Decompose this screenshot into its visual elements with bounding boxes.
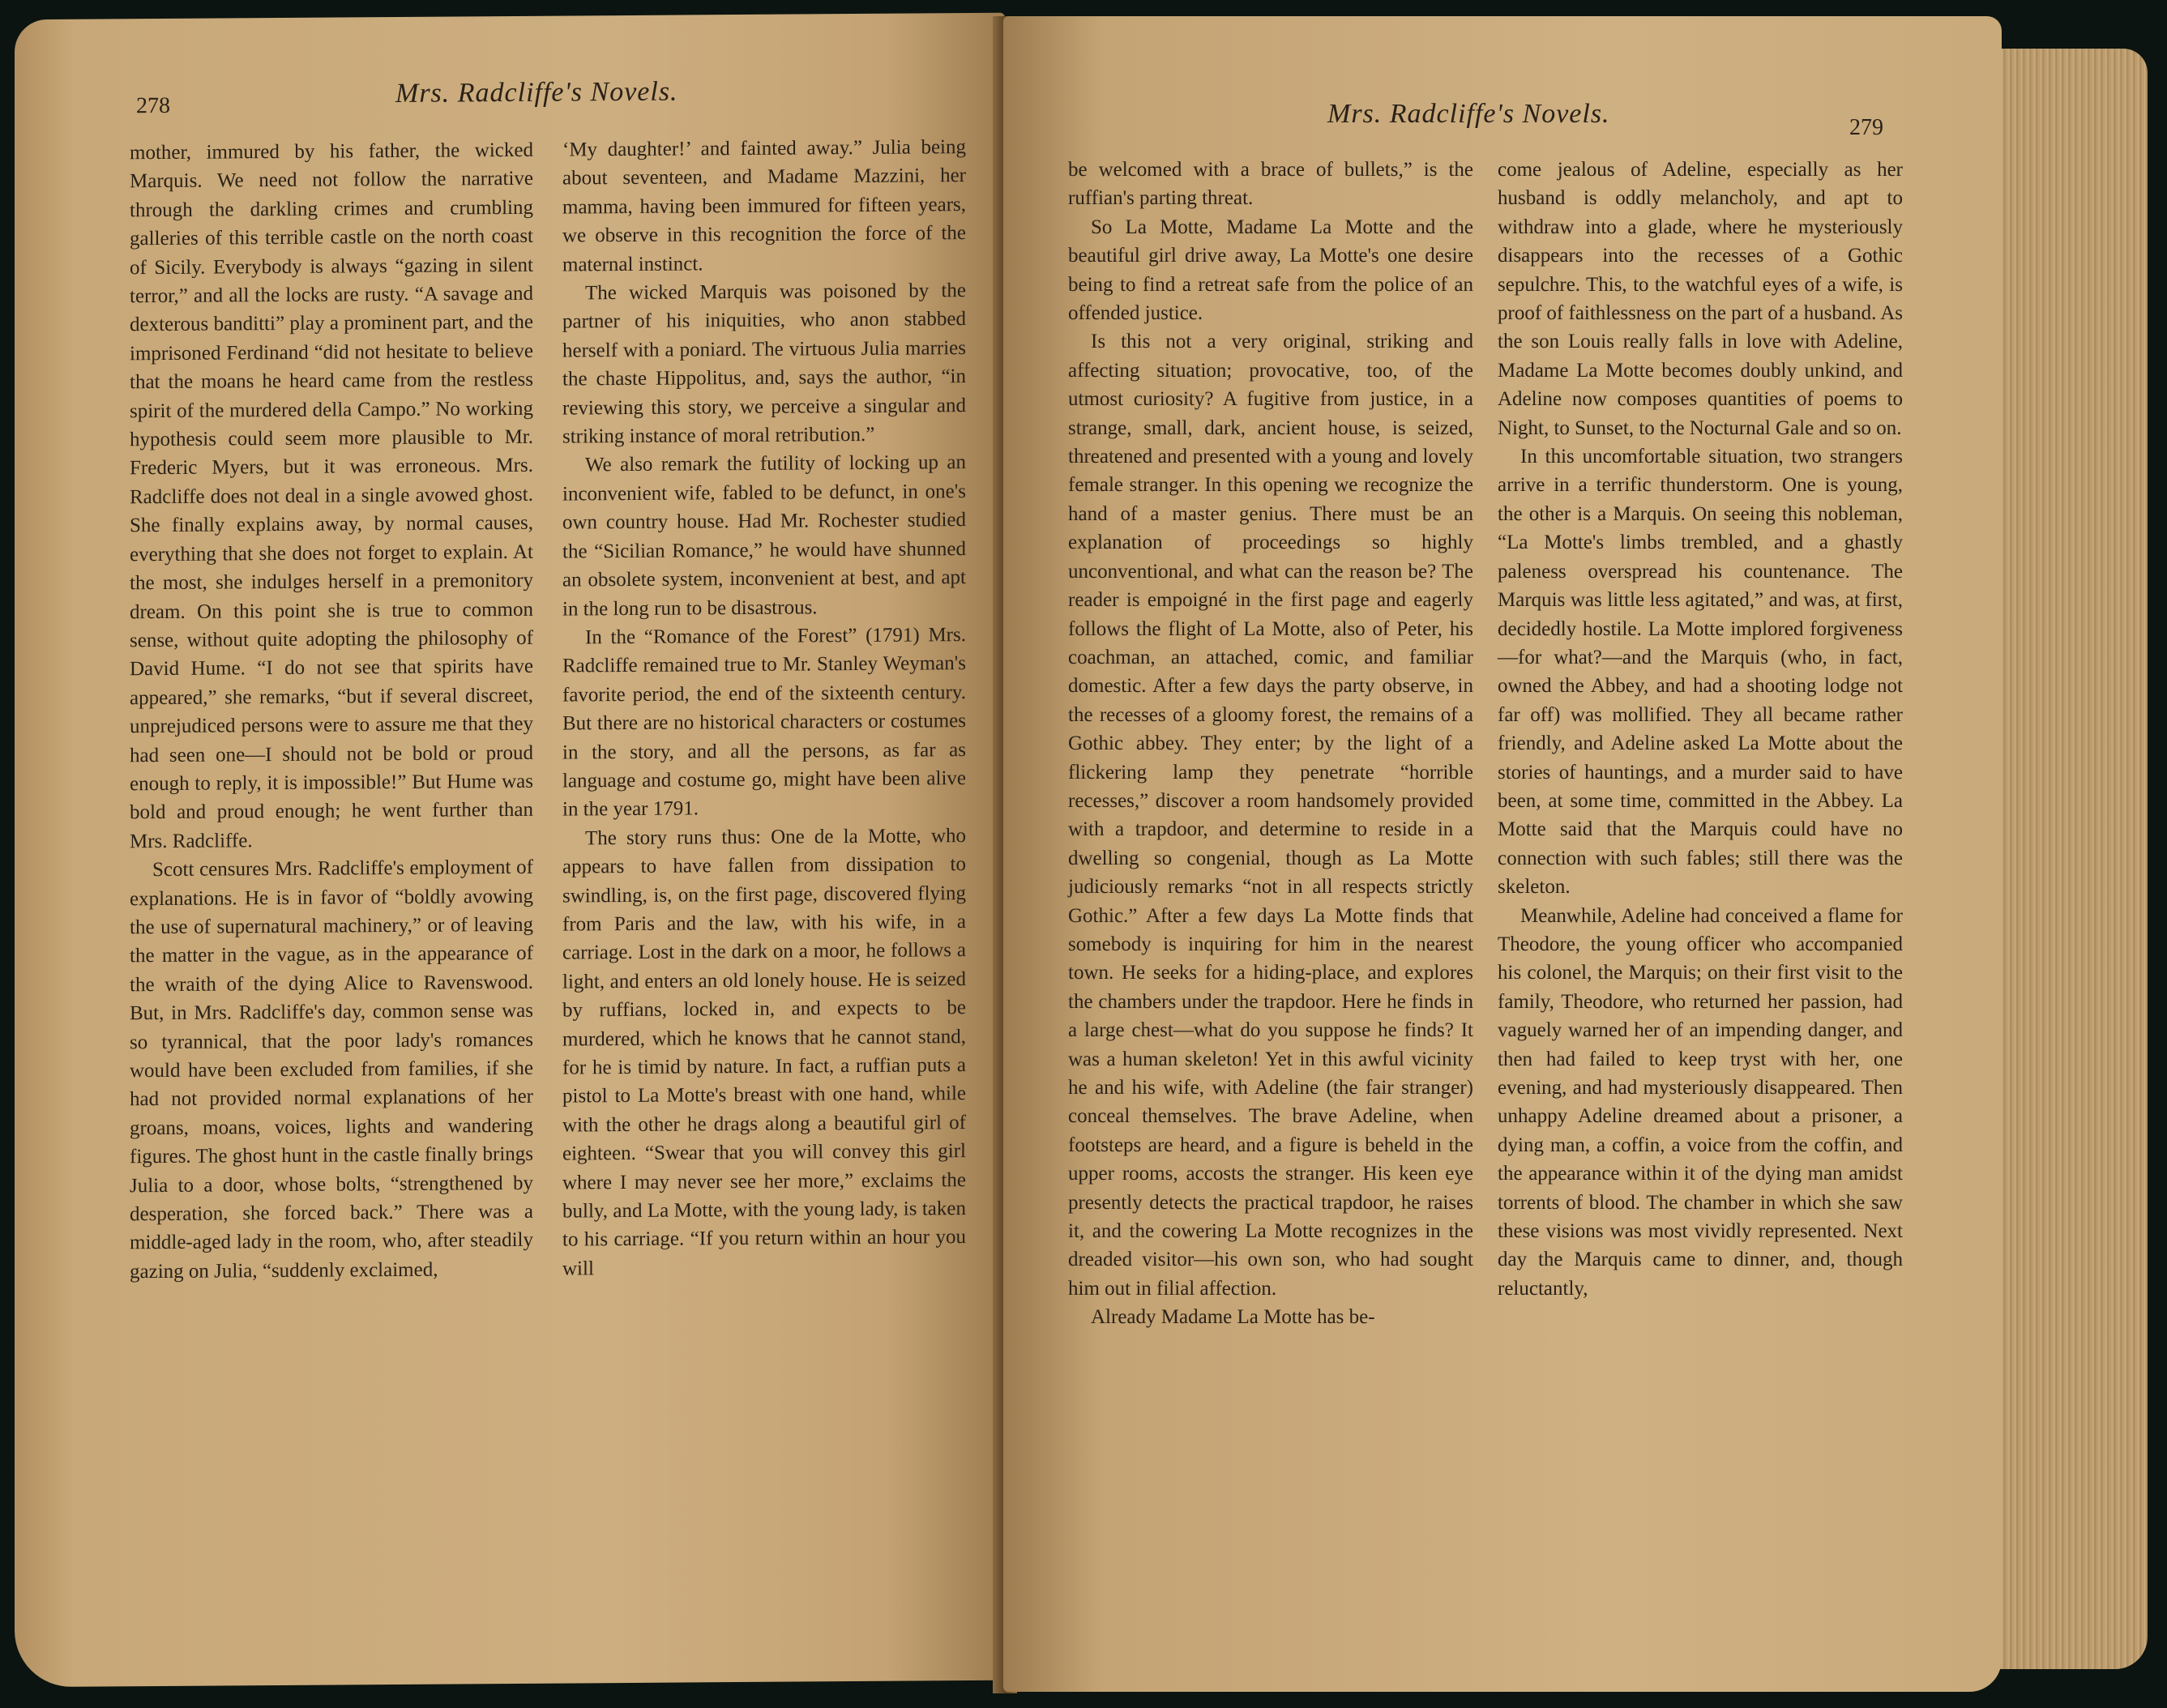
paragraph: We also remark the futility of locking up an inconvenient wife, fabled to be defunct, in one's own country house. Had Mr. Rochester studied the “Sicilian Romance,” he would have shunned an obsolete system, inconvenient at best, and apt in the long run to be disastrous. xyxy=(562,451,966,621)
page-number: 278 xyxy=(136,92,170,119)
paragraph: In this uncomfortable situation, two strangers arrive in a terrific thunderstorm. One is young, the other is a Marquis. On seeing this nobleman, “La Motte's limbs trembled, and a ghastly paleness overspread his countenance. The Marquis was little less agitated,” and was, at first, decidedly hostile. La Motte implored forgiveness—for what?—and the Marquis (who, in fact, owned the Abbey, and had a shooting lodge not far off) was mollified. They all became rather friendly, and Adeline asked La Motte about the stories of hauntings, and a murder said to have been, at some time, committed in the Abbey. La Motte said that the Marquis could have no connection with such fables; still there was the skeleton. xyxy=(1498,446,1903,899)
text-column-2 xyxy=(1498,156,1903,1303)
paragraph: Already Madame La Motte has be- xyxy=(1091,1306,1375,1329)
text-column-2 xyxy=(562,133,966,1283)
text-column-1 xyxy=(1068,156,1473,1332)
running-head: Mrs. Radcliffe's Novels. xyxy=(1327,99,1610,129)
paragraph: come jealous of Adeline, especially as her husband is oddly melancholy, and apt to withdraw into a glade, where he mysteriously disappears into the recesses of a Gothic sepulchre. This, to the watchful eyes of a wife, is proof of faithlessness on the part of a husband. As the son Louis really falls in love with Adeline, Madame La Motte becomes doubly unkind, and Adeline now composes quantities of poems to Night, to Sunset, to the Nocturnal Gale and so on. xyxy=(1498,159,1903,439)
page-edges xyxy=(1994,49,2148,1669)
text-column-1 xyxy=(130,136,533,1287)
paragraph: Meanwhile, Adeline had conceived a flame for Theodore, the young officer who accompanied his colonel, the Marquis; on their first visit to the family, Theodore, who returned her passion, had vaguely warned her of an impending danger, and then had failed to keep tryst with her, one evening, and had mysteriously disappeared. Then unhappy Adeline dreamed about a prisoner, a dying man, a coffin, a voice from the coffin, and the appearance within it of the dying man amidst torrents of blood. The chamber in which she saw these visions was most vividly represented. Next day the Marquis came to dinner, and, though reluctantly, xyxy=(1498,904,1903,1300)
paragraph: Is this not a very original, striking and affecting situation; provocative, too, of the utmost curiosity? A fugitive from justice, in a strange, small, dark, ancient house, is seized, threatened and presented with a young and lovely female stranger. In this opening we recognize the hand of a master genius. There must be an explanation of proceedings so highly unconventional, and what can the reason be? The reader is empoigné in the first page and eagerly follows the flight of La Motte, also of Peter, his coachman, an attached, comic, and familiar domestic. After a few days the party observe, in the recesses of a gloomy forest, the remains of a Gothic abbey. They enter; by the light of a flickering lamp they penetrate “horrible recesses,” discover a room handsomely provided with a trapdoor, and determine to reside in a dwelling so congenial, though as La Motte judiciously remarks “not in all respects strictly Gothic.” After a few days La Motte finds that somebody is inquiring for him in the nearest town. He seeks for a hiding-place, and explores the chambers under the trapdoor. Here he finds in a large chest—what do you suppose he finds? It was a human skeleton! Yet in this awful vicinity he and his wife, with Adeline (the fair stranger) conceal themselves. The brave Adeline, when footsteps are heard, and a figure is beheld in the upper rooms, accosts the stranger. His keen eye presently detects the practical trapdoor, he raises it, and the cowering La Motte recognizes in the dreaded visitor—his own son, who had sought him out in filial affection. xyxy=(1068,331,1473,1300)
paragraph: mother, immured by his father, the wicked Marquis. We need not follow the narrative through the darkling crimes and crumbling galleries of this terrible castle on the north coast of Sicily. Everybody is always “gazing in silent terror,” and all the locks are rusty. “A savage and dexterous banditti” play a prominent part, and the imprisoned Ferdinand “did not hesitate to believe that the moans he heard came from the restless spirit of the murdered della Campo.” No working hypothesis could seem more plausible to Mr. Frederic Myers, but it was erroneous. Mrs. Radcliffe does not deal in a single avowed ghost. She finally explains away, by normal causes, everything that she does not forget to explain. At the most, she indulges herself in a premonitory dream. On this point she is true to common sense, without quite adopting the philosophy of David Hume. “I do not see that spirits have appeared,” she remarks, “but if several discreet, unprejudiced persons were to assure me that they had seen one—I should not be bold or proud enough to reply, it is impossible!” But Hume was bold and proud enough; he went further than Mrs. Radcliffe. xyxy=(130,139,533,853)
paragraph: The wicked Marquis was poisoned by the partner of his iniquities, who anon stabbed herself with a poniard. The virtuous Julia marries the chaste Hippolitus, and, says the author, “in reviewing this story, we perceive a singular and striking instance of moral retribution.” xyxy=(562,280,966,448)
paragraph: In the “Romance of the Forest” (1791) Mrs. Radcliffe remained true to Mr. Stanley Weyman's favorite period, the end of the sixteenth century. But there are no historical characters or costumes in the story, and all the persons, as far as language and costume go, might have been alive in the year 1791. xyxy=(562,623,966,821)
right-page xyxy=(1003,16,2002,1692)
paragraph: Scott censures Mrs. Radcliffe's employment of explanations. He is in favor of “boldly avowing the use of supernatural machinery,” or of leaving the matter in the vague, as in the appearance of the wraith of the dying Alice to Ravenswood. But, in Mrs. Radcliffe's day, common sense was so tyrannical, that the poor lady's romances would have been excluded from families, if she had not provided normal explanations of her groans, moans, voices, lights and wandering figures. The ghost hunt in the castle finally brings Julia to a door, whose bolts, “strengthened by desperation, she forced back.” There was a middle-aged lady in the room, who, after steadily gazing on Julia, “suddenly exclaimed, xyxy=(130,856,533,1283)
page-number: 279 xyxy=(1849,115,1883,140)
running-head: Mrs. Radcliffe's Novels. xyxy=(395,76,678,109)
paragraph: be welcomed with a brace of bullets,” is the ruffian's parting threat. xyxy=(1068,159,1473,210)
paragraph: The story runs thus: One de la Motte, who appears to have fallen from dissipation to swindling, is, on the first page, discovered flying from Paris and the law, with his wife, in a carriage. Lost in the dark on a moor, he follows a light, and enters an old lonely house. He is seized by ruffians, locked in, and expects to be murdered, which he knows that he cannot stand, for he is timid by nature. In fact, a ruffian puts a pistol to La Motte's breast with one hand, while with the other he drags along a beautiful girl of eighteen. “Swear that you will convey this girl where I may never see her more,” exclaims the bully, and La Motte, with the young lady, is taken to his carriage. “If you return within an hour you will xyxy=(562,824,966,1280)
left-page xyxy=(15,13,1005,1688)
paragraph: So La Motte, Madame La Motte and the beautiful girl drive away, La Motte's one desire being to find a retreat safe from the police of an offended justice. xyxy=(1068,216,1473,325)
paragraph: ‘My daughter!’ and fainted away.” Julia being about seventeen, and Madame Mazzini, her mamma, having been immured for fifteen years, we observe in this recognition the force of the maternal instinct. xyxy=(562,136,966,276)
